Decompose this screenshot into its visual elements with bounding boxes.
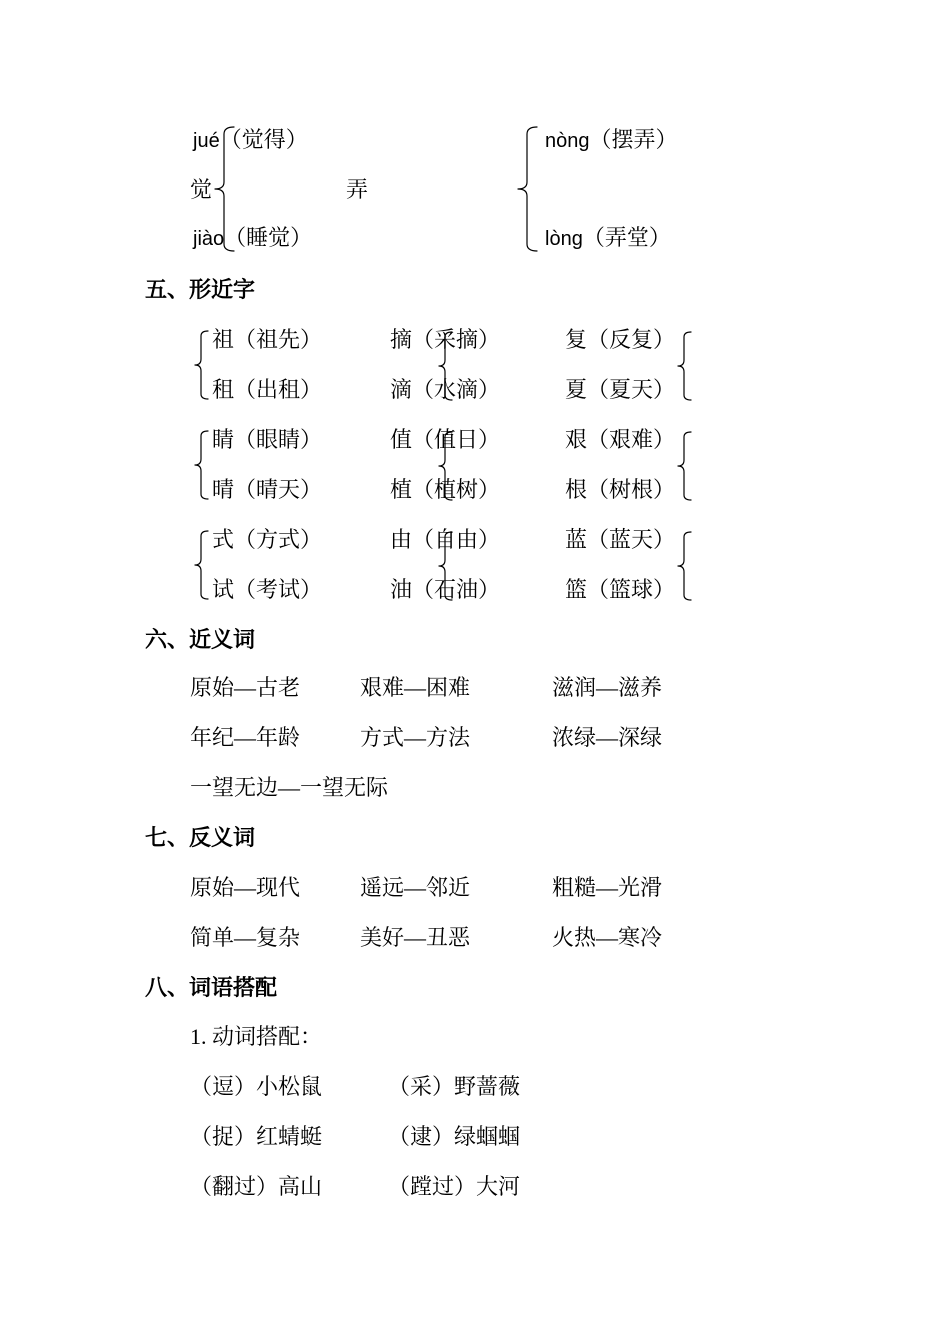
section-title: 七、反义词	[145, 825, 256, 850]
word-pair: 简单—复杂	[190, 925, 301, 950]
collocation-item: （采）野蔷薇	[388, 1074, 521, 1099]
similar-char-item: 试（考试）	[212, 577, 323, 602]
pinyin: nòng	[545, 130, 590, 152]
curly-brace	[437, 331, 455, 401]
similar-char-item: 晴（晴天）	[212, 477, 323, 502]
curly-brace	[676, 331, 694, 401]
example-word: （弄堂）	[582, 225, 671, 250]
example-word: （觉得）	[219, 127, 308, 152]
word-pair: 艰难—困难	[360, 675, 471, 700]
curly-brace	[437, 531, 455, 601]
word-pair: 美好—丑恶	[360, 925, 471, 950]
curly-brace	[676, 531, 694, 601]
section-title: 五、形近字	[145, 277, 256, 302]
similar-char-item: 篮（篮球）	[565, 577, 676, 602]
similar-char-item: 式（方式）	[212, 527, 323, 552]
collocation-item: （翻过）高山	[190, 1174, 323, 1199]
word-pair: 年纪—年龄	[190, 725, 301, 750]
subsection-title: 1. 动词搭配：	[190, 1024, 323, 1049]
similar-char-item: 租（出租）	[212, 377, 323, 402]
similar-char-item: 蓝（蓝天）	[565, 527, 676, 552]
word-pair: 一望无边—一望无际	[190, 775, 389, 800]
similar-char-item: 复（反复）	[565, 327, 676, 352]
word-pair: 遥远—邻近	[360, 875, 471, 900]
polyphone-char: 觉	[190, 177, 213, 202]
collocation-item: （蹚过）大河	[388, 1174, 521, 1199]
similar-char-item: 油（石油）	[390, 577, 501, 602]
similar-char-item: 睛（眼睛）	[212, 427, 323, 452]
word-pair: 火热—寒冷	[552, 925, 663, 950]
reading-jiao	[193, 225, 312, 251]
reading-long	[545, 225, 671, 251]
word-pair: 粗糙—光滑	[552, 875, 663, 900]
reading-nong	[545, 127, 678, 153]
pinyin: lòng	[545, 228, 583, 250]
section-title: 八、词语搭配	[145, 975, 278, 1000]
similar-char-item: 由（自由）	[390, 527, 501, 552]
collocation-item: （逗）小松鼠	[190, 1074, 323, 1099]
curly-brace	[515, 126, 539, 252]
curly-brace	[212, 126, 236, 252]
word-pair: 滋润—滋养	[552, 675, 663, 700]
example-word: （摆弄）	[589, 127, 678, 152]
word-pair: 浓绿—深绿	[552, 725, 663, 750]
similar-char-item: 摘（采摘）	[390, 327, 501, 352]
word-pair: 原始—古老	[190, 675, 301, 700]
similar-char-item: 艰（艰难）	[565, 427, 676, 452]
word-pair: 原始—现代	[190, 875, 301, 900]
collocation-item: （捉）红蜻蜓	[190, 1124, 323, 1149]
similar-char-item: 植（植树）	[390, 477, 501, 502]
curly-brace	[437, 431, 455, 501]
similar-char-item: 祖（祖先）	[212, 327, 323, 352]
curly-brace	[676, 431, 694, 501]
example-word: （睡觉）	[224, 225, 313, 250]
polyphone-char: 弄	[346, 177, 369, 202]
curly-brace	[193, 530, 211, 600]
similar-char-item: 滴（水滴）	[390, 377, 501, 402]
similar-char-item: 夏（夏天）	[565, 377, 676, 402]
pinyin: jiào	[193, 228, 225, 250]
similar-char-item: 值（值日）	[390, 427, 501, 452]
section-title: 六、近义词	[145, 627, 256, 652]
reading-jue	[193, 127, 308, 153]
word-pair: 方式—方法	[360, 725, 471, 750]
collocation-item: （逮）绿蝈蝈	[388, 1124, 521, 1149]
similar-char-item: 根（树根）	[565, 477, 676, 502]
curly-brace	[193, 330, 211, 400]
curly-brace	[193, 430, 211, 500]
pinyin: jué	[193, 130, 220, 152]
